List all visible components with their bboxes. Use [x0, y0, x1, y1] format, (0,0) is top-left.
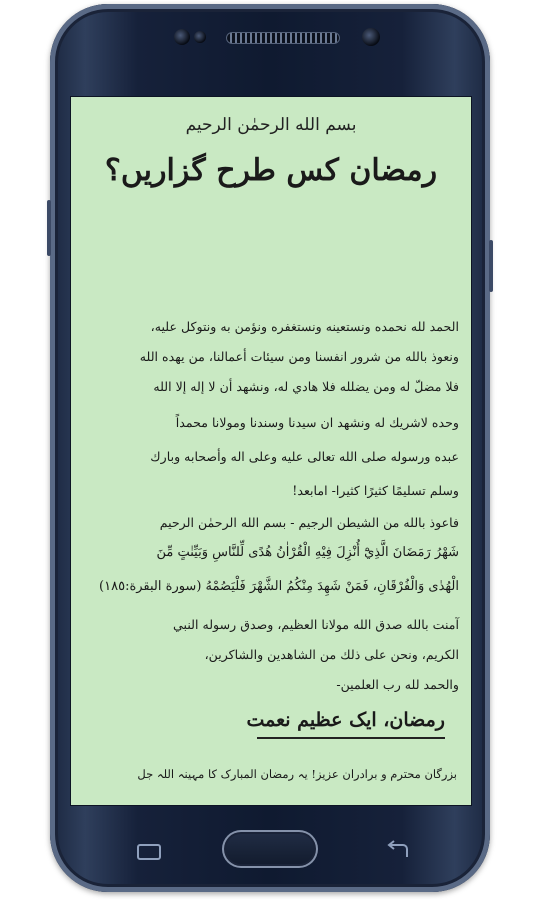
- body-line: ونعوذ بالله من شرور انفسنا ومن سيئات أعمالنا، من يهده الله: [139, 349, 459, 364]
- back-arrow-icon[interactable]: [384, 840, 412, 866]
- sensor-dot: [174, 29, 190, 45]
- body-line: الكريم، ونحن على ذلك من الشاهدين والشاكرين،: [204, 647, 459, 662]
- page-title: رمضان کس طرح گزاریں؟: [104, 153, 438, 188]
- volume-button: [47, 200, 51, 256]
- footer-line: بزرگان محترم و برادران عزیز! یہ رمضان المبارک کا مہینہ اللہ جل: [137, 767, 457, 781]
- phone-screen: [70, 96, 472, 806]
- body-line: والحمد لله رب العلمين-: [336, 677, 459, 692]
- quran-verse-line: الْهُدٰى وَالْفُرْقَانِ، فَمَنْ شَهِدَ مِنْكُمُ الشَّهْرَ فَلْيَصُمْهُ (سورة البقرة:١٨٥): [99, 579, 459, 594]
- body-line: الحمد لله نحمده ونستعينه ونستغفره ونؤمن به ونتوكل عليه،: [150, 319, 459, 334]
- power-button: [489, 240, 493, 292]
- quran-verse-line: شَهْرُ رَمَضَانَ الَّذِيْٓ أُنْزِلَ فِيْهِ الْقُرْاٰنُ هُدًى لِّلنَّاسِ وَبَيِّنٰتٍ مِّنَ: [156, 545, 459, 560]
- bismillah-heading: بسم الله الرحمٰن الرحیم: [185, 115, 357, 135]
- body-line: فاعوذ بالله من الشيطن الرجيم - بسم الله الرحمٰن الرحيم: [159, 515, 459, 530]
- body-line: فلا مضلّ له ومن يضلله فلا هادي له، ونشهد أن لا إله إلا الله: [153, 379, 459, 394]
- heading-underline: [257, 737, 445, 739]
- body-line: آمنت بالله صدق الله مولانا العظيم، وصدق رسوله النبي: [173, 617, 459, 632]
- front-camera-icon: [362, 28, 380, 46]
- body-line: وحده لاشريك له ونشهد ان سيدنا وسندنا ومولانا محمداً: [175, 415, 459, 430]
- body-line: عبده ورسوله صلى الله تعالى عليه وعلى اله وأصحابه وبارك: [150, 449, 459, 464]
- earpiece-speaker: [226, 32, 340, 44]
- body-line: وسلم تسليمًا كثيرًا كثيرا- امابعد!: [292, 483, 459, 498]
- section-heading: رمضان، ایک عظیم نعمت: [246, 709, 445, 731]
- book-page: [71, 97, 471, 805]
- sensor-dot-2: [194, 31, 206, 43]
- recent-apps-icon[interactable]: [136, 842, 162, 866]
- home-button[interactable]: [222, 830, 318, 868]
